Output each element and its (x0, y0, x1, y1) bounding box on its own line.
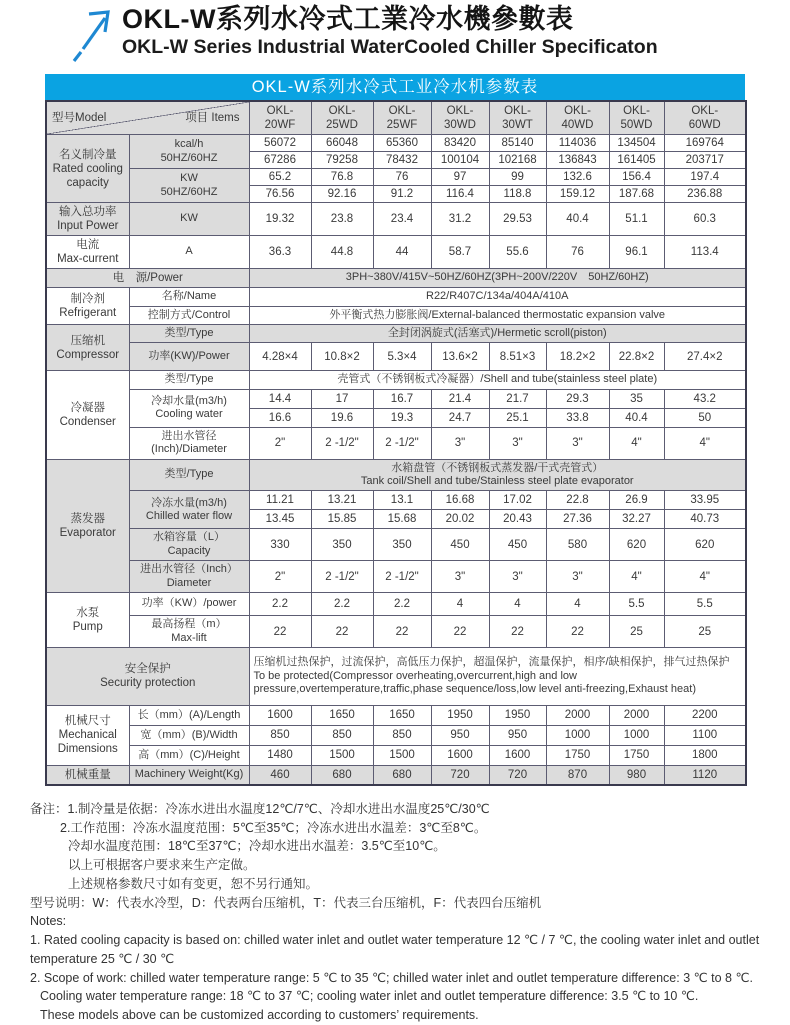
evaporator-value-cell: 450 (489, 529, 546, 561)
section-input-power-label: 输入总功率 Input Power (46, 203, 129, 236)
evaporator-value-cell: 27.36 (546, 510, 609, 529)
section-capacity-label: 名义制冷量 Rated cooling capacity (46, 135, 129, 203)
weight-value-cell: 870 (546, 765, 609, 785)
model-header-cell: OKL- 20WF (249, 101, 311, 135)
condenser-value-cell: 2 -1/2" (373, 427, 431, 459)
refrigerant-merged-value: R22/R407C/134a/404A/410A (249, 288, 746, 306)
condenser-value-cell: 4" (609, 427, 664, 459)
capacity-value-cell: 102168 (489, 152, 546, 169)
evaporator-value-cell: 32.27 (609, 510, 664, 529)
compressor-row-label: 类型/Type (129, 324, 249, 342)
capacity-value-cell: 78432 (373, 152, 431, 169)
capacity-value-cell: 159.12 (546, 186, 609, 203)
capacity-value-cell: 56072 (249, 135, 311, 152)
model-header-cell: OKL- 60WD (664, 101, 746, 135)
power-supply-merged-value: 3PH~380V/415V~50HZ/60HZ(3PH~200V/220V 50HZ/60HZ) (249, 269, 746, 288)
capacity-value-cell: 161405 (609, 152, 664, 169)
note-line: Cooling water temperature range: 18 ℃ to 37 ℃; cooling water inlet and outlet temperature difference: 3.5 ℃ to 10 ℃. (40, 989, 699, 1004)
pump-row-label: 功率（KW）/power (129, 593, 249, 616)
evaporator-value-cell: 2 -1/2" (311, 561, 373, 593)
condenser-value-cell: 2 -1/2" (311, 427, 373, 459)
weight-row-label: Machinery Weight(Kg) (129, 765, 249, 785)
model-items-corner (46, 101, 249, 135)
section-weight-label: 机械重量 (46, 765, 129, 785)
section-dimensions-label: 机械尺寸 Mechanical Dimensions (46, 705, 129, 765)
dimensions-value-cell: 1750 (609, 745, 664, 765)
model-header-cell: OKL- 25WD (311, 101, 373, 135)
dimensions-value-cell: 1600 (431, 745, 489, 765)
condenser-value-cell: 25.1 (489, 408, 546, 427)
capacity-value-cell: 203717 (664, 152, 746, 169)
masthead (0, 0, 790, 64)
dimensions-value-cell: 2200 (664, 705, 746, 725)
evaporator-value-cell: 4" (664, 561, 746, 593)
evaporator-value-cell: 13.21 (311, 491, 373, 510)
dimensions-value-cell: 1650 (373, 705, 431, 725)
condenser-value-cell: 43.2 (664, 389, 746, 408)
compressor-merged-value: 全封闭涡旋式(活塞式)/Hermetic scroll(piston) (249, 324, 746, 342)
section-condenser-label: 冷凝器 Condenser (46, 371, 129, 459)
condenser-value-cell: 3" (431, 427, 489, 459)
evaporator-value-cell: 2 -1/2" (373, 561, 431, 593)
refrigerant-row-label: 名称/Name (129, 288, 249, 306)
dimensions-row-label: 高（mm）(C)/Height (129, 745, 249, 765)
compressor-value-cell: 8.51×3 (489, 343, 546, 371)
table-title-banner: OKL-W系列水冷式工业冷水机参数表 (45, 74, 745, 100)
evaporator-value-cell: 33.95 (664, 491, 746, 510)
weight-value-cell: 720 (431, 765, 489, 785)
max-current-value-cell: 76 (546, 236, 609, 269)
weight-value-cell: 720 (489, 765, 546, 785)
note-line: 1. Rated cooling capacity is based on: chilled water inlet and outlet water temperature 12 ℃ / 7 ℃, the cooling water inlet and outlet (30, 933, 760, 948)
evaporator-value-cell: 40.73 (664, 510, 746, 529)
dimensions-value-cell: 1600 (489, 745, 546, 765)
capacity-value-cell: 76.56 (249, 186, 311, 203)
capacity-value-cell: 100104 (431, 152, 489, 169)
pump-value-cell: 25 (609, 616, 664, 648)
pump-value-cell: 2.2 (373, 593, 431, 616)
condenser-value-cell: 2" (249, 427, 311, 459)
compressor-value-cell: 4.28×4 (249, 343, 311, 371)
note-line: temperature 25 ℃ / 30 ℃ (30, 951, 175, 966)
condenser-value-cell: 16.6 (249, 408, 311, 427)
max-current-value-cell: 44 (373, 236, 431, 269)
evaporator-value-cell: 3" (546, 561, 609, 593)
dimensions-value-cell: 850 (373, 725, 431, 745)
input-power-row-label: KW (129, 203, 249, 236)
note-line: 型号说明：W：代表水冷型，D：代表两台压缩机，T：代表三台压缩机，F：代表四台压缩机 (30, 895, 542, 910)
condenser-value-cell: 17 (311, 389, 373, 408)
condenser-value-cell: 3" (489, 427, 546, 459)
page-title-en: OKL-W Series Industrial WaterCooled Chiller Specificaton (122, 35, 658, 58)
arrow-logo-icon (72, 5, 116, 63)
condenser-value-cell: 19.3 (373, 408, 431, 427)
evaporator-value-cell: 15.85 (311, 510, 373, 529)
dimensions-value-cell: 1750 (546, 745, 609, 765)
weight-value-cell: 680 (311, 765, 373, 785)
capacity-value-cell: 66048 (311, 135, 373, 152)
pump-value-cell: 2.2 (311, 593, 373, 616)
dimensions-row-label: 宽（mm）(B)/Width (129, 725, 249, 745)
pump-value-cell: 4 (431, 593, 489, 616)
evaporator-value-cell: 20.02 (431, 510, 489, 529)
condenser-value-cell: 33.8 (546, 408, 609, 427)
dimensions-value-cell: 1800 (664, 745, 746, 765)
evaporator-value-cell: 15.68 (373, 510, 431, 529)
evaporator-value-cell: 350 (311, 529, 373, 561)
note-line: These models above can be customized according to customers’ requirements. (40, 1008, 479, 1023)
weight-value-cell: 980 (609, 765, 664, 785)
capacity-value-cell: 67286 (249, 152, 311, 169)
max-current-row-label: A (129, 236, 249, 269)
note-line: 冷却水温度范围：18℃至37℃；冷却水进出水温差：3.5℃至10℃。 (68, 839, 446, 854)
max-current-value-cell: 96.1 (609, 236, 664, 269)
evaporator-row-label: 冷冻水量(m3/h) Chilled water flow (129, 491, 249, 529)
evaporator-value-cell: 3" (431, 561, 489, 593)
items-axis-label: 项目 Items (185, 112, 240, 125)
pump-value-cell: 22 (546, 616, 609, 648)
pump-row-label: 最高扬程（m） Max-lift (129, 616, 249, 648)
condenser-row-label: 进出水管径 (Inch)/Diameter (129, 427, 249, 459)
evaporator-value-cell: 620 (609, 529, 664, 561)
section-refrigerant-label: 制冷剂 Refrigerant (46, 288, 129, 325)
input-power-value-cell: 40.4 (546, 203, 609, 236)
evaporator-value-cell: 13.1 (373, 491, 431, 510)
pump-value-cell: 22 (489, 616, 546, 648)
evaporator-value-cell: 2" (249, 561, 311, 593)
notes (30, 800, 770, 1025)
evaporator-value-cell: 26.9 (609, 491, 664, 510)
evaporator-value-cell: 620 (664, 529, 746, 561)
max-current-value-cell: 36.3 (249, 236, 311, 269)
model-header-cell: OKL- 30WT (489, 101, 546, 135)
pump-value-cell: 4 (546, 593, 609, 616)
capacity-value-cell: 114036 (546, 135, 609, 152)
condenser-value-cell: 19.6 (311, 408, 373, 427)
note-line: 2. Scope of work: chilled water temperature range: 5 ℃ to 35 ℃; chilled water inlet and outlet temperature difference: 3 ℃ to 8 ℃. (30, 970, 753, 985)
evaporator-value-cell: 4" (609, 561, 664, 593)
refrigerant-row-label: 控制方式/Control (129, 306, 249, 324)
weight-value-cell: 1120 (664, 765, 746, 785)
max-current-value-cell: 44.8 (311, 236, 373, 269)
condenser-value-cell: 21.4 (431, 389, 489, 408)
input-power-value-cell: 60.3 (664, 203, 746, 236)
note-line: 备注：1.制冷量是依据：冷冻水进出水温度12℃/7℃、冷却水进出水温度25℃/30℃ (30, 801, 490, 816)
capacity-value-cell: 197.4 (664, 169, 746, 186)
input-power-value-cell: 29.53 (489, 203, 546, 236)
capacity-value-cell: 136843 (546, 152, 609, 169)
capacity-value-cell: 76 (373, 169, 431, 186)
dimensions-value-cell: 1000 (546, 725, 609, 745)
capacity-value-cell: 118.8 (489, 186, 546, 203)
model-header-cell: OKL- 50WD (609, 101, 664, 135)
evaporator-row-label: 水箱容量（L） Capacity (129, 529, 249, 561)
compressor-row-label: 功率(KW)/Power (129, 343, 249, 371)
dimensions-value-cell: 1500 (311, 745, 373, 765)
dimensions-value-cell: 850 (311, 725, 373, 745)
input-power-value-cell: 23.4 (373, 203, 431, 236)
evaporator-value-cell: 17.02 (489, 491, 546, 510)
pump-value-cell: 22 (431, 616, 489, 648)
dimensions-row-label: 长（mm）(A)/Length (129, 705, 249, 725)
compressor-value-cell: 22.8×2 (609, 343, 664, 371)
capacity-value-cell: 116.4 (431, 186, 489, 203)
capacity-value-cell: 91.2 (373, 186, 431, 203)
pump-value-cell: 5.5 (664, 593, 746, 616)
section-evaporator-label: 蒸发器 Evaporator (46, 459, 129, 592)
max-current-value-cell: 113.4 (664, 236, 746, 269)
model-header-cell: OKL- 40WD (546, 101, 609, 135)
dimensions-value-cell: 1650 (311, 705, 373, 725)
dimensions-value-cell: 2000 (609, 705, 664, 725)
section-compressor-label: 压缩机 Compressor (46, 324, 129, 370)
max-current-value-cell: 58.7 (431, 236, 489, 269)
evaporator-value-cell: 3" (489, 561, 546, 593)
section-max-current-label: 电流 Max-current (46, 236, 129, 269)
condenser-value-cell: 50 (664, 408, 746, 427)
capacity-value-cell: 156.4 (609, 169, 664, 186)
evaporator-value-cell: 11.21 (249, 491, 311, 510)
dimensions-value-cell: 850 (249, 725, 311, 745)
max-current-value-cell: 55.6 (489, 236, 546, 269)
capacity-value-cell: 97 (431, 169, 489, 186)
condenser-value-cell: 4" (664, 427, 746, 459)
capacity-value-cell: 83420 (431, 135, 489, 152)
capacity-value-cell: 236.88 (664, 186, 746, 203)
capacity-row-label: KW 50HZ/60HZ (129, 169, 249, 203)
pump-value-cell: 22 (249, 616, 311, 648)
dimensions-value-cell: 1000 (609, 725, 664, 745)
condenser-value-cell: 14.4 (249, 389, 311, 408)
capacity-value-cell: 79258 (311, 152, 373, 169)
evaporator-value-cell: 350 (373, 529, 431, 561)
capacity-value-cell: 132.6 (546, 169, 609, 186)
condenser-value-cell: 35 (609, 389, 664, 408)
dimensions-value-cell: 1500 (373, 745, 431, 765)
note-line: 上述规格参数尺寸如有变更，恕不另行通知。 (68, 876, 319, 891)
evaporator-row-label: 类型/Type (129, 459, 249, 491)
evaporator-value-cell: 580 (546, 529, 609, 561)
model-axis-label: 型号Model (52, 112, 107, 125)
capacity-value-cell: 169764 (664, 135, 746, 152)
compressor-value-cell: 27.4×2 (664, 343, 746, 371)
pump-value-cell: 22 (373, 616, 431, 648)
condenser-merged-value: 壳管式（不锈钢板式冷凝器）/Shell and tube(stainless steel plate) (249, 371, 746, 389)
capacity-value-cell: 134504 (609, 135, 664, 152)
dimensions-value-cell: 950 (431, 725, 489, 745)
input-power-value-cell: 19.32 (249, 203, 311, 236)
model-header-cell: OKL- 30WD (431, 101, 489, 135)
spec-table (45, 100, 747, 786)
pump-value-cell: 22 (311, 616, 373, 648)
section-power-supply-label: 电 源/Power (46, 269, 249, 288)
capacity-value-cell: 92.16 (311, 186, 373, 203)
evaporator-value-cell: 450 (431, 529, 489, 561)
compressor-value-cell: 18.2×2 (546, 343, 609, 371)
compressor-value-cell: 10.8×2 (311, 343, 373, 371)
page-title-zh: OKL-W系列水冷式工業冷水機參數表 (122, 4, 574, 34)
pump-value-cell: 2.2 (249, 593, 311, 616)
model-header-cell: OKL- 25WF (373, 101, 431, 135)
weight-value-cell: 460 (249, 765, 311, 785)
evaporator-merged-value: 水箱盘管（不锈钢板式蒸发器/干式壳管式） Tank coil/Shell and tube/Stainless steel plate evaporator (249, 459, 746, 491)
condenser-value-cell: 3" (546, 427, 609, 459)
refrigerant-merged-value: 外平衡式热力膨胀阀/External-balanced thermostatic expansion valve (249, 306, 746, 324)
pump-value-cell: 4 (489, 593, 546, 616)
evaporator-value-cell: 13.45 (249, 510, 311, 529)
input-power-value-cell: 51.1 (609, 203, 664, 236)
compressor-value-cell: 13.6×2 (431, 343, 489, 371)
capacity-value-cell: 76.8 (311, 169, 373, 186)
note-line: Notes: (30, 914, 67, 929)
evaporator-value-cell: 22.8 (546, 491, 609, 510)
evaporator-value-cell: 20.43 (489, 510, 546, 529)
dimensions-value-cell: 1480 (249, 745, 311, 765)
section-pump-label: 水泵 Pump (46, 593, 129, 648)
weight-value-cell: 680 (373, 765, 431, 785)
dimensions-value-cell: 950 (489, 725, 546, 745)
pump-value-cell: 25 (664, 616, 746, 648)
section-security-label: 安全保护 Security protection (46, 647, 249, 705)
dimensions-value-cell: 1600 (249, 705, 311, 725)
condenser-value-cell: 24.7 (431, 408, 489, 427)
evaporator-value-cell: 16.68 (431, 491, 489, 510)
dimensions-value-cell: 2000 (546, 705, 609, 725)
capacity-value-cell: 99 (489, 169, 546, 186)
capacity-value-cell: 65360 (373, 135, 431, 152)
security-merged-value: 压缩机过热保护，过流保护，高低压力保护，超温保护，流量保护，相序/缺相保护，排气过热保护 To be protected(Compressor overheating,overcurrent,high and low pressure,overtemperature,traffic,phase sequence/loss,low level anti-freezing,Exhaust heat) (249, 647, 746, 705)
evaporator-value-cell: 330 (249, 529, 311, 561)
dimensions-value-cell: 1950 (489, 705, 546, 725)
condenser-value-cell: 16.7 (373, 389, 431, 408)
title-block (122, 5, 658, 58)
dimensions-value-cell: 1100 (664, 725, 746, 745)
capacity-value-cell: 187.68 (609, 186, 664, 203)
capacity-value-cell: 65.2 (249, 169, 311, 186)
condenser-row-label: 冷却水量(m3/h) Cooling water (129, 389, 249, 427)
capacity-value-cell: 85140 (489, 135, 546, 152)
capacity-row-label: kcal/h 50HZ/60HZ (129, 135, 249, 169)
input-power-value-cell: 31.2 (431, 203, 489, 236)
condenser-value-cell: 21.7 (489, 389, 546, 408)
pump-value-cell: 5.5 (609, 593, 664, 616)
dimensions-value-cell: 1950 (431, 705, 489, 725)
condenser-row-label: 类型/Type (129, 371, 249, 389)
condenser-value-cell: 29.3 (546, 389, 609, 408)
condenser-value-cell: 40.4 (609, 408, 664, 427)
note-line: 以上可根据客户要求来生产定做。 (68, 858, 256, 873)
input-power-value-cell: 23.8 (311, 203, 373, 236)
compressor-value-cell: 5.3×4 (373, 343, 431, 371)
note-line: 2.工作范围：冷冻水温度范围：5℃至35℃；冷冻水进出水温差：3℃至8℃。 (60, 820, 487, 835)
evaporator-row-label: 进出水管径（Inch） Diameter (129, 561, 249, 593)
